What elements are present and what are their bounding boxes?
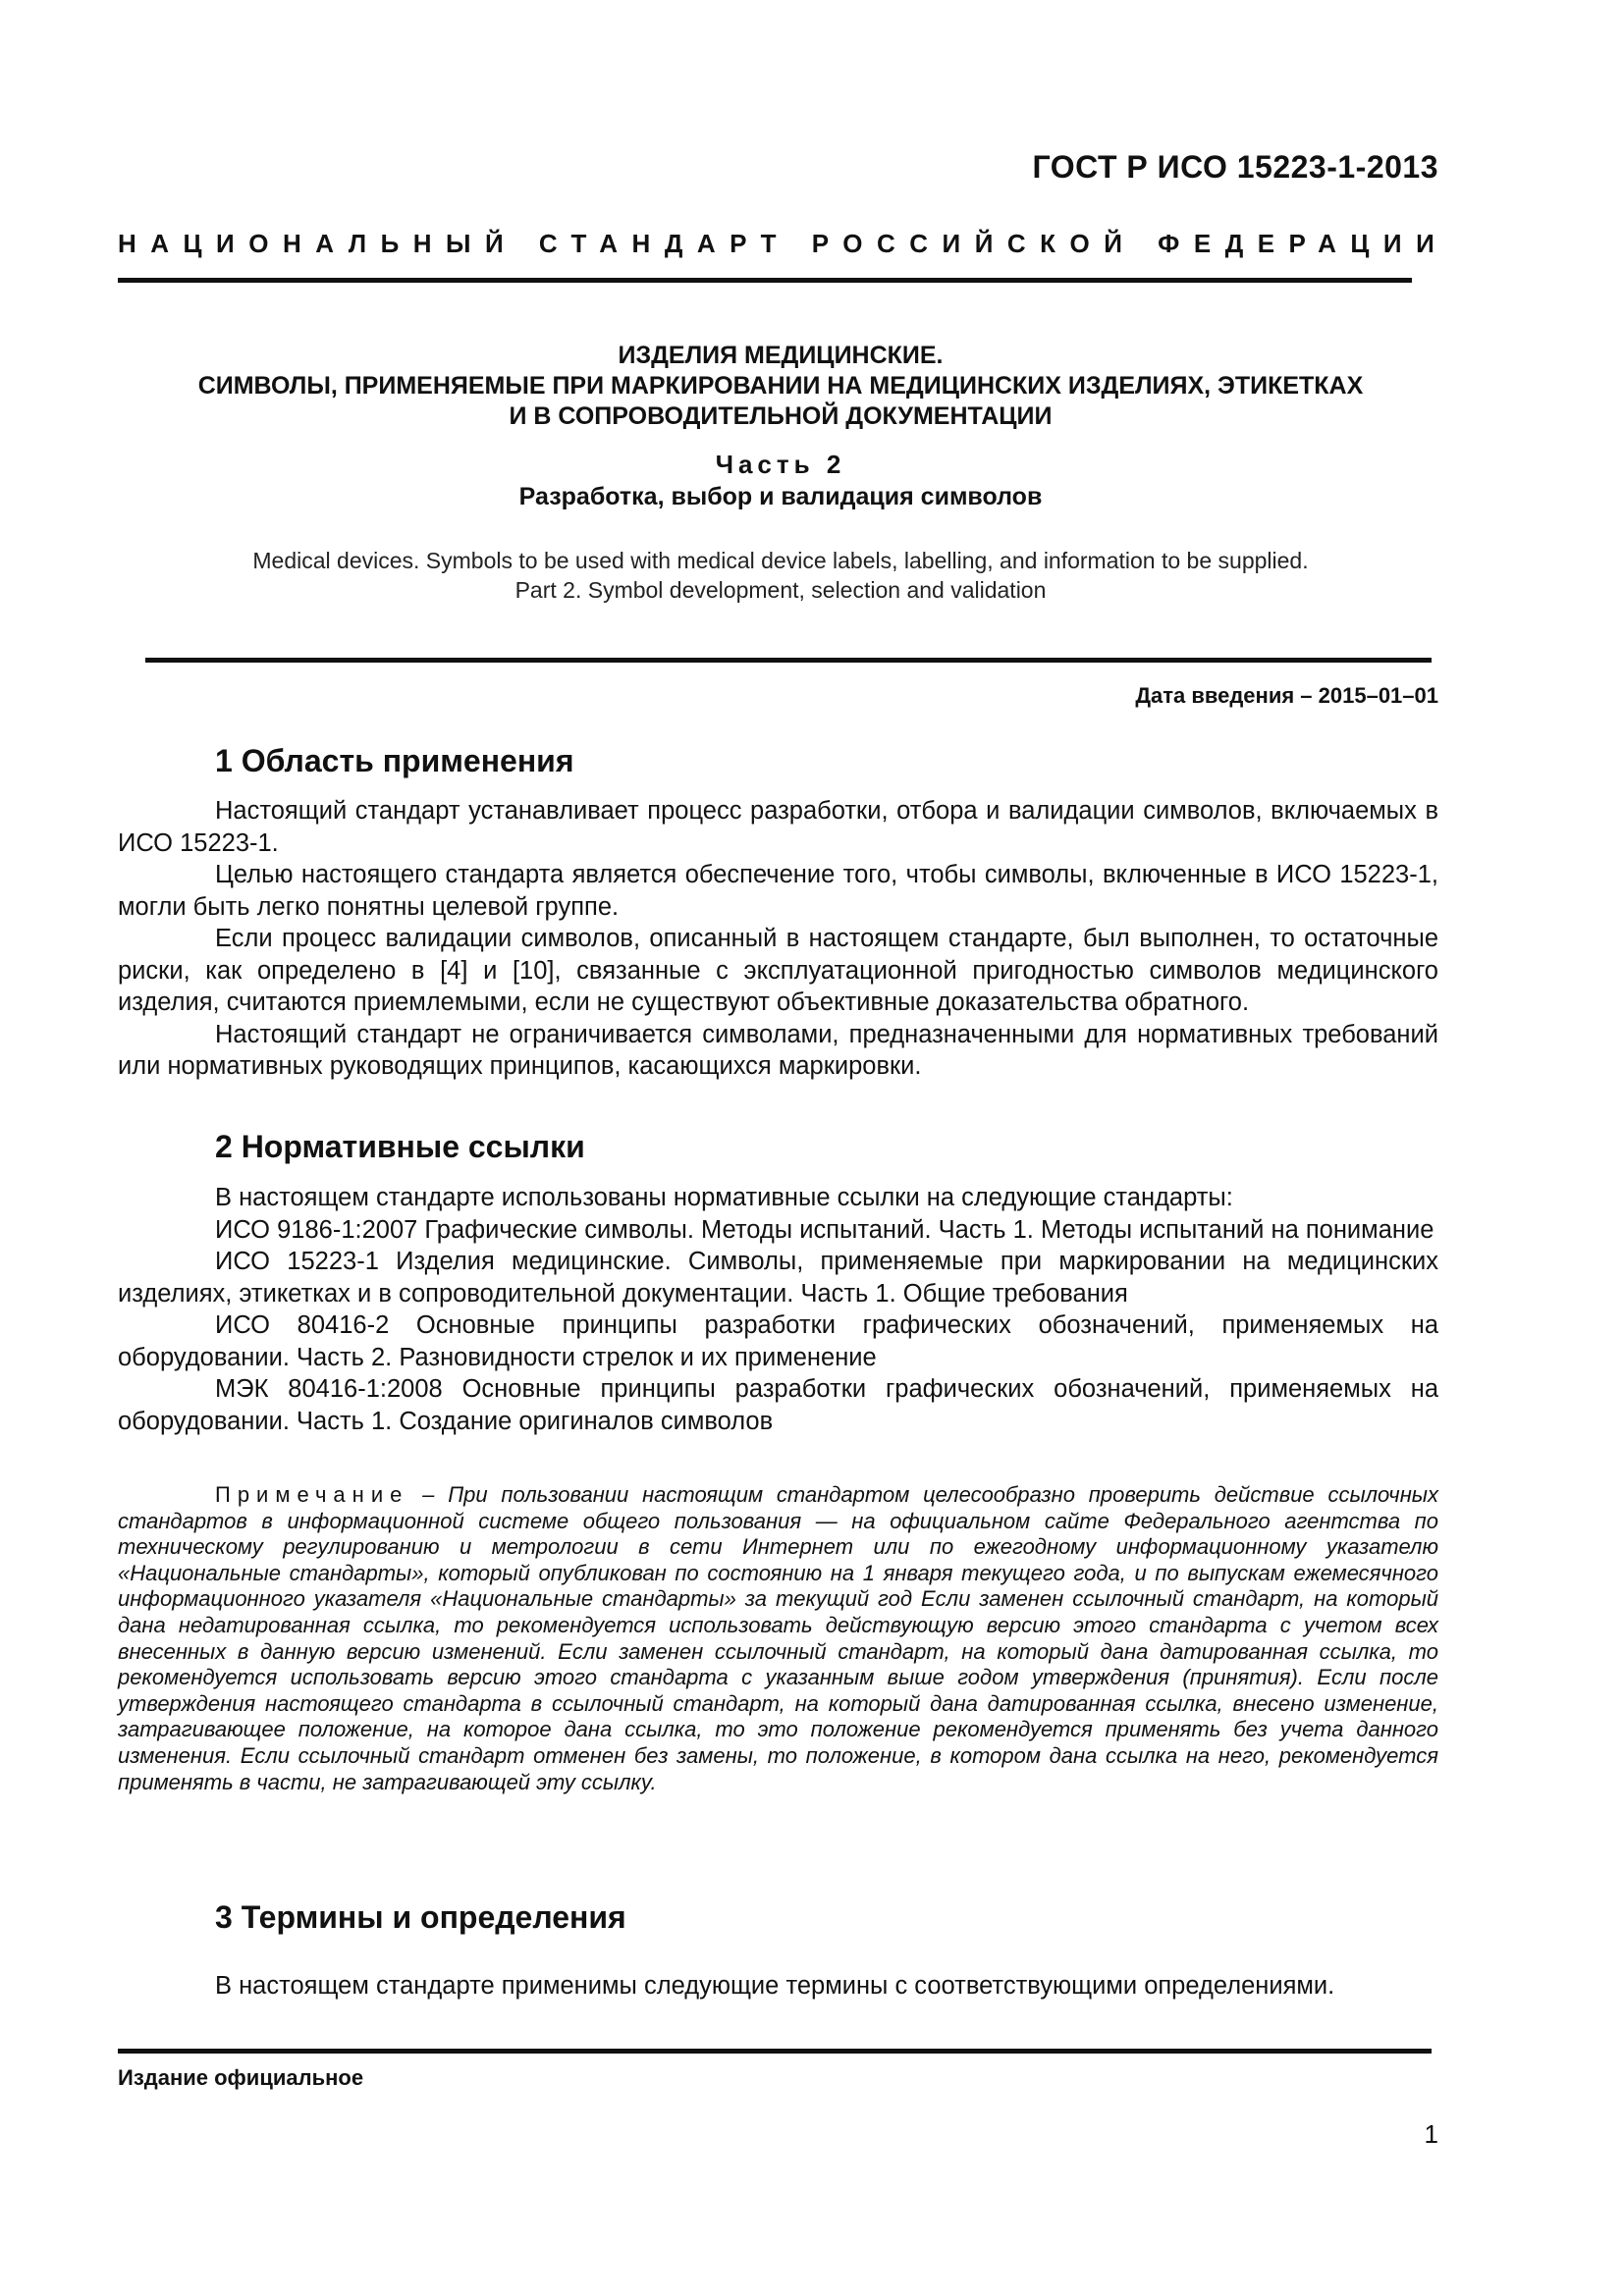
part-label: Часть 2: [715, 450, 846, 479]
english-title-line-2: Part 2. Symbol development, selection and validation: [514, 577, 1047, 603]
note-label: Примечание: [215, 1482, 409, 1507]
note-text: – При пользовании настоящим стандартом целесообразно проверить действие ссылочных стандартов в информационной системе общего пользования — на официальном сайте Федерального агентства по техническому регулированию и метрологии в сети Интернет или по ежегодному информационному указателю «Национальные стандарты», который опубликован по состоянию на 1 января текущего года, и по выпускам ежемесячного информационного указателя «Национальные стандарты» за текущий год Если заменен ссылочный стандарт, на который дана недатированная ссылка, то рекомендуется использовать действующую версию этого стандарта с учетом всех внесенных в данную версию изменений. Если заменен ссылочный стандарт, на который дана датированная ссылка, то рекомендуется использовать версию этого стандарта с указанным выше годом утверждения (принятия). Если после утверждения настоящего стандарта в ссылочный стандарт, на который дана датированная ссылка, внесено изменение, затрагивающее положение, на которое дана ссылка, то это положение рекомендуется применять без учета данного изменения. Если ссылочный стандарт отменен без замены, то положение, в котором дана ссылка на него, рекомендуется применять в части, не затрагивающей эту ссылку.: [118, 1482, 1438, 1794]
paragraph: Настоящий стандарт не ограничивается символами, предназначенными для нормативных требований или нормативных руководящих принципов, касающихся маркировки.: [118, 1020, 1438, 1080]
paragraph: Настоящий стандарт устанавливает процесс разработки, отбора и валидации символов, включаемых в ИСО 15223-1.: [118, 797, 1438, 857]
section-1-body: [118, 795, 1438, 1083]
title-line-2: СИМВОЛЫ, ПРИМЕНЯЕМЫЕ ПРИ МАРКИРОВАНИИ НА МЕДИЦИНСКИХ ИЗДЕЛИЯХ, ЭТИКЕТКАХ: [197, 372, 1364, 400]
title-divider: [145, 658, 1432, 663]
title-line-1: ИЗДЕЛИЯ МЕДИЦИНСКИЕ.: [618, 342, 944, 369]
edition-label: Издание официальное: [118, 2065, 364, 2090]
section-3-body: [118, 1970, 1438, 2002]
paragraph: Целью настоящего стандарта является обеспечение того, чтобы символы, включенные в ИСО 15223-1, могли быть легко понятны целевой группе.: [118, 861, 1438, 921]
section-3-heading: 3 Термины и определения: [215, 1899, 626, 1935]
paragraph: Если процесс валидации символов, описанный в настоящем стандарте, был выполнен, то остаточные риски, как определено в [4] и [10], связанные с эксплуатационной пригодностью символов медицинского изделия, считаются приемлемыми, если не существуют объективные доказательства обратного.: [118, 925, 1438, 1016]
section-1-heading: 1 Область применения: [215, 743, 574, 778]
paragraph: В настоящем стандарте использованы нормативные ссылки на следующие стандарты:: [215, 1184, 1233, 1211]
introduction-date: Дата введения – 2015–01–01: [1135, 683, 1438, 708]
document-number: ГОСТ Р ИСО 15223-1-2013: [1032, 149, 1438, 185]
reference-item: МЭК 80416-1:2008 Основные принципы разработки графических обозначений, применяемых на оборудовании. Часть 1. Создание оригиналов символов: [118, 1375, 1438, 1435]
english-title: [118, 546, 1443, 605]
page-number: 1: [1424, 2119, 1438, 2149]
paragraph: В настоящем стандарте применимы следующие термины с соответствующими определениями.: [215, 1972, 1335, 2000]
header-divider: [118, 278, 1412, 283]
reference-item: ИСО 15223-1 Изделия медицинские. Символы, применяемые при маркировании на медицинских изделиях, этикетках и в сопроводительной документации. Часть 1. Общие требования: [118, 1248, 1438, 1308]
document-title: [118, 341, 1443, 432]
reference-item: ИСО 80416-2 Основные принципы разработки графических обозначений, применяемых на оборудовании. Часть 2. Разновидности стрелок и их применение: [118, 1311, 1438, 1371]
note: [118, 1482, 1438, 1795]
footer-divider: [118, 2049, 1432, 2054]
english-title-line-1: Medical devices. Symbols to be used with medical device labels, labelling, and information to be supplied.: [252, 548, 1309, 573]
part-title: Разработка, выбор и валидация символов: [518, 483, 1043, 510]
section-2-body: [118, 1182, 1438, 1437]
national-standard-banner: НАЦИОНАЛЬНЫЙ СТАНДАРТ РОССИЙСКОЙ ФЕДЕРАЦИИ: [118, 229, 1449, 258]
title-line-3: И В СОПРОВОДИТЕЛЬНОЙ ДОКУМЕНТАЦИИ: [509, 402, 1053, 430]
section-2-heading: 2 Нормативные ссылки: [215, 1129, 585, 1164]
reference-item: ИСО 9186-1:2007 Графические символы. Методы испытаний. Часть 1. Методы испытаний на понимание: [215, 1215, 1434, 1244]
